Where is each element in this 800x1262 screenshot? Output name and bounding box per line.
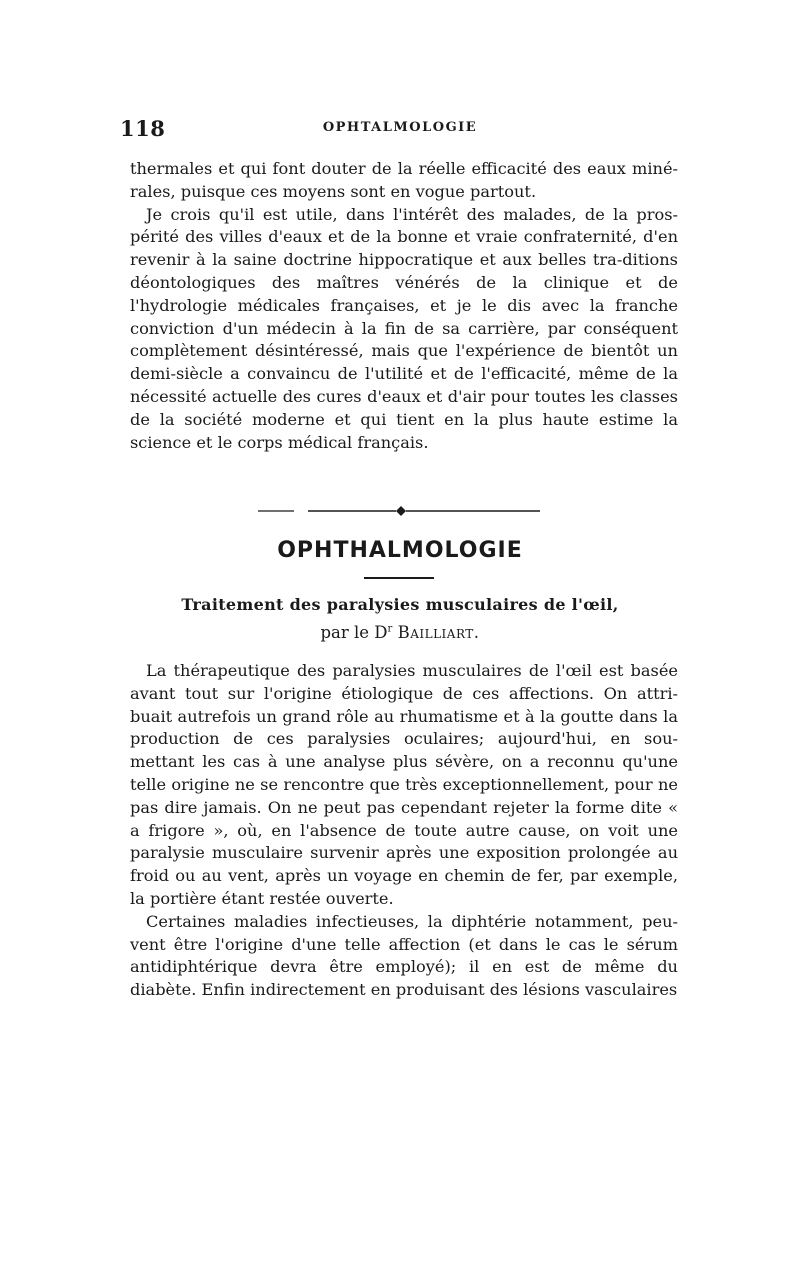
- paragraph-continuation: thermales et qui font douter de la réelle efficacité des eaux miné-rales, puisque ces moyens sont en vogue partout.: [130, 159, 678, 201]
- byline-prefix: par le D: [320, 623, 388, 642]
- article-byline: [0, 623, 800, 642]
- section-rule: [364, 577, 434, 579]
- paragraph-therapy: La thérapeutique des paralysies musculaires de l'œil est basée avant tout sur l'origine étiologique de ces affections. On attri-buait autrefois un grand rôle au rhumatisme et à la goutte dans la production de ces paralysies oculaires; aujourd'hui, en sou-mettant les cas à une analyse plus sévère, on a reconnu qu'une telle origine ne se rencontre que très exceptionnellement, pour ne pas dire jamais. On ne peut pas cependant rejeter la forme dite « a frigore », où, en l'absence de toute autre cause, on voit une paralysie musculaire survenir après une exposition prolongée au froid ou au vent, après un voyage en chemin de fer, par exemple, la portière étant restée ouverte.: [130, 661, 678, 908]
- article-title: Traitement des paralysies musculaires de l'œil,: [181, 595, 619, 614]
- paragraph-hydrology: Je crois qu'il est utile, dans l'intérêt des malades, de la pros-périté des villes d'eaux et de la bonne et vraie confraternité, d'en revenir à la saine doctrine hippocratique et aux belles tra-ditions déontologiques des maîtres vénérés de la clinique et de l'hydrologie médicales françaises, et je le dis avec la franche conviction d'un médecin à la fin de sa carrière, par conséquent complètement désintéressé, mais que l'expérience de bientôt un demi-siècle a convaincu de l'utilité et de l'efficacité, même de la nécessité actuelle des cures d'eaux et d'air pour toutes les classes de la société moderne et qui tient en la plus haute estime la science et le corps médical français.: [130, 204, 678, 452]
- author-name: Bailliart.: [397, 623, 480, 642]
- paragraph-infections: Certaines maladies infectieuses, la diphtérie notamment, peu-vent être l'origine d'une telle affection (et dans le cas le sérum antidiphtérique devra être employé); il en est de même du diabète. Enfin indirectement en produisant des lésions vasculaires: [130, 911, 678, 1000]
- section-ornament: [258, 505, 540, 517]
- running-head: [120, 116, 680, 140]
- body-text-block: [130, 660, 678, 1002]
- page-number: 118: [120, 116, 166, 141]
- running-title: OPHTALMOLOGIE: [322, 120, 478, 135]
- top-text-block: [130, 158, 678, 454]
- byline-sup: r: [387, 623, 393, 635]
- section-title: OPHTHALMOLOGIE: [277, 538, 523, 563]
